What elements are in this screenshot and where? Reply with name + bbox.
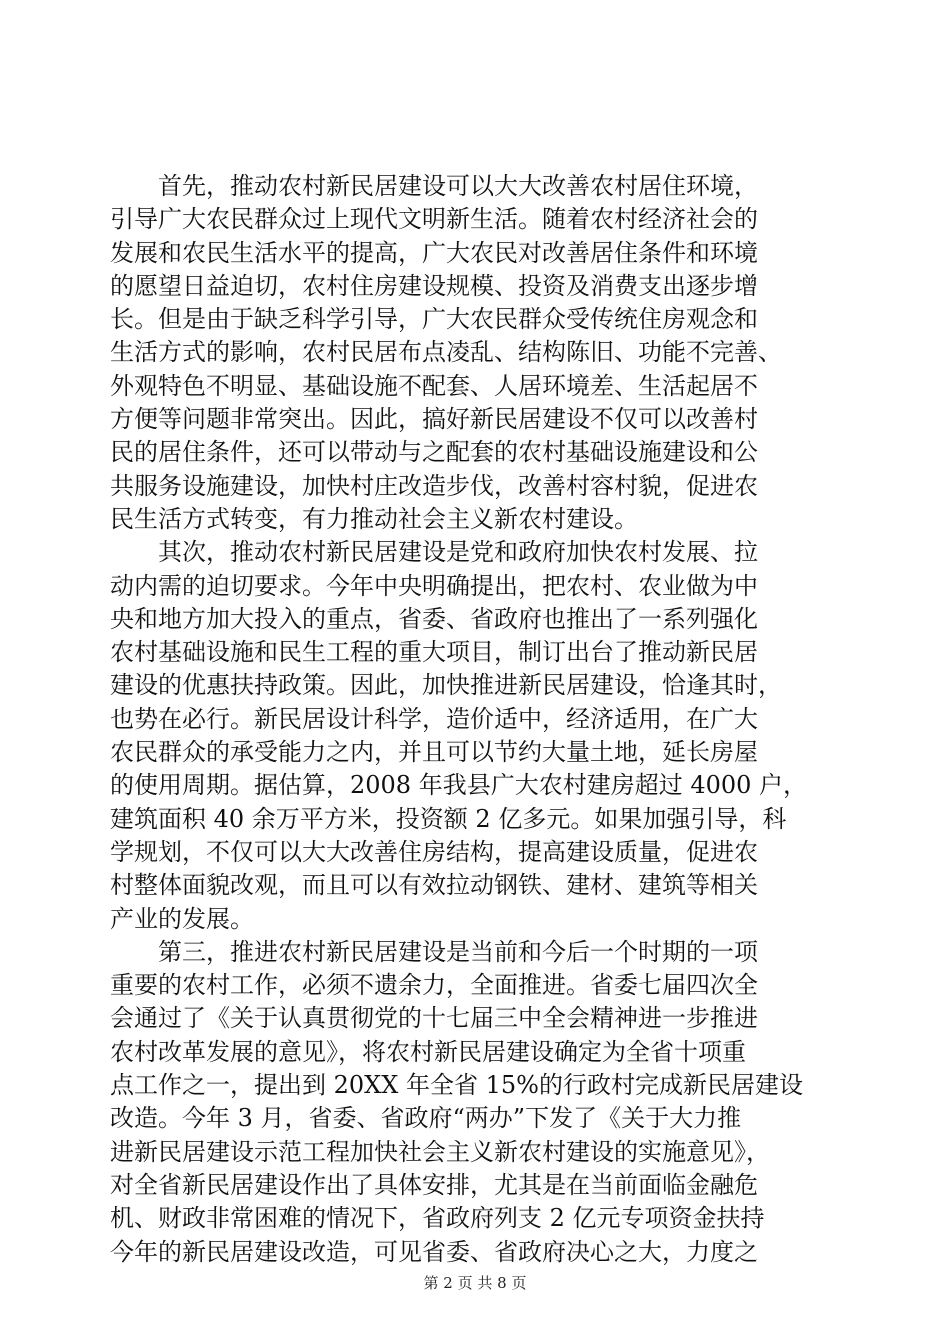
- text-line: 进新民居建设示范工程加快社会主义新农村建设的实施意见》，: [110, 1137, 770, 1166]
- text-line: 生活方式的影响，农村民居布点凌乱、结构陈旧、功能不完善、: [110, 338, 782, 367]
- text-line: 建筑面积 40 余万平方米，投资额 2 亿多元。如果加强引导，科: [110, 804, 787, 833]
- text-line: 点工作之一，提出到 20XX 年全省 15%的行政村完成新民居建设: [110, 1071, 803, 1100]
- text-line: 村整体面貌改观，而且可以有效拉动钢铁、建材、建筑等相关: [110, 871, 758, 900]
- text-line: 的使用周期。据估算，2008 年我县广大农村建房超过 4000 户，: [110, 771, 808, 800]
- text-line: 方便等问题非常突出。因此，搞好新民居建设不仅可以改善村: [110, 405, 758, 434]
- text-line: 农村改革发展的意见》，将农村新民居建设确定为全省十项重: [110, 1037, 746, 1066]
- text-line: 重要的农村工作，必须不遗余力，全面推进。省委七届四次全: [110, 971, 758, 1000]
- text-line: 外观特色不明显、基础设施不配套、人居环境差、生活起居不: [110, 371, 758, 400]
- text-line: 其次，推动农村新民居建设是党和政府加快农村发展、拉: [110, 538, 758, 567]
- text-line: 也势在必行。新民居设计科学，造价适中，经济适用，在广大: [110, 704, 758, 733]
- text-line: 产业的发展。: [110, 904, 254, 933]
- text-line: 机、财政非常困难的情况下，省政府列支 2 亿元专项资金扶持: [110, 1204, 765, 1233]
- text-line: 建设的优惠扶持政策。因此，加快推进新民居建设，恰逢其时，: [110, 671, 782, 700]
- text-line: 学规划，不仅可以大大改善住房结构，提高建设质量，促进农: [110, 837, 758, 866]
- text-line: 长。但是由于缺乏科学引导，广大农民群众受传统住房观念和: [110, 305, 758, 334]
- text-line: 的愿望日益迫切，农村住房建设规模、投资及消费支出逐步增: [110, 271, 758, 300]
- text-line: 农村基础设施和民生工程的重大项目，制订出台了推动新民居: [110, 638, 758, 667]
- text-line: 会通过了《关于认真贯彻党的十七届三中全会精神进一步推进: [110, 1004, 758, 1033]
- text-line: 农民群众的承受能力之内，并且可以节约大量土地，延长房屋: [110, 738, 758, 767]
- text-line: 今年的新民居建设改造，可见省委、省政府决心之大，力度之: [110, 1237, 758, 1266]
- text-line: 第三，推进农村新民居建设是当前和今后一个时期的一项: [110, 937, 758, 966]
- text-line: 引导广大农民群众过上现代文明新生活。随着农村经济社会的: [110, 205, 758, 234]
- text-line: 发展和农民生活水平的提高，广大农民对改善居住条件和环境: [110, 238, 758, 267]
- document-body: [110, 170, 850, 1269]
- text-line: 改造。今年 3 月，省委、省政府“两办”下发了《关于大力推: [110, 1104, 742, 1133]
- text-line: 首先，推动农村新民居建设可以大大改善农村居住环境，: [110, 172, 758, 200]
- page-footer: 第 2 页 共 8 页: [423, 1274, 527, 1292]
- text-line: 央和地方加大投入的重点，省委、省政府也推出了一系列强化: [110, 604, 758, 633]
- text-line: 对全省新民居建设作出了具体安排，尤其是在当前面临金融危: [110, 1170, 758, 1199]
- text-line: 动内需的迫切要求。今年中央明确提出，把农村、农业做为中: [110, 571, 758, 600]
- text-line: 民的居住条件，还可以带动与之配套的农村基础设施建设和公: [110, 438, 758, 467]
- text-line: 共服务设施建设，加快村庄改造步伐，改善村容村貌，促进农: [110, 471, 758, 500]
- text-line: 民生活方式转变，有力推动社会主义新农村建设。: [110, 504, 638, 533]
